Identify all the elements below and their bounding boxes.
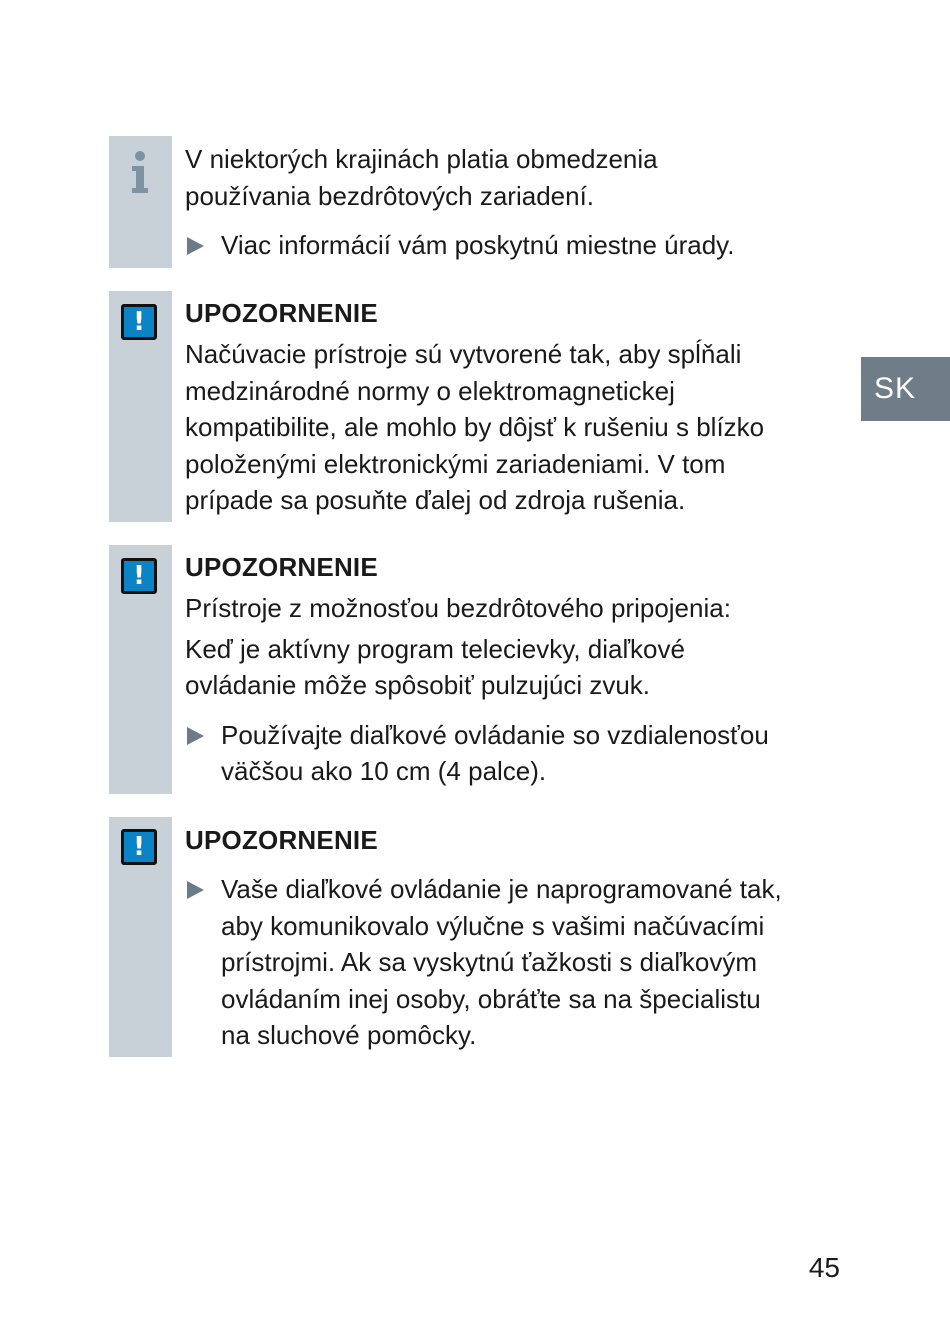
bullet-arrow-icon	[187, 727, 204, 745]
warning-heading: UPOZORNENIE	[185, 298, 378, 328]
warning-bullet-line: ovládaním inej osoby, obráťte sa na špecialistu	[221, 983, 761, 1014]
warning-note-sidebar	[109, 291, 172, 522]
warning-heading: UPOZORNENIE	[185, 825, 378, 855]
warning-bullet-line: prístrojmi. Ak sa vyskytnú ťažkosti s diaľkovým	[221, 947, 758, 977]
page-number: 45	[808, 1252, 840, 1283]
info-note-sidebar	[109, 136, 172, 268]
info-note-line: V niektorých krajinách platia obmedzenia	[185, 144, 658, 174]
warning-note-sidebar	[109, 817, 172, 1057]
warning-icon: !	[121, 304, 157, 340]
warning-line: položenými elektronickými zariadeniami. V tom	[185, 448, 726, 479]
warning-line: Načúvacie prístroje sú vytvorené tak, aby spĺňali	[185, 339, 742, 369]
warning-line: Prístroje z možnosťou bezdrôtového pripojenia:	[185, 593, 731, 623]
bullet-arrow-icon	[187, 881, 204, 899]
warning-bullet-line: na sluchové pomôcky.	[221, 1020, 477, 1050]
language-tab: SK	[861, 357, 950, 421]
warning-bullet-line: Vaše diaľkové ovládanie je naprogramované tak,	[221, 874, 782, 904]
warning-line: kompatibilite, ale mohlo by dôjsť k rušeniu s blízko	[185, 412, 765, 442]
warning-line: Keď je aktívny program telecievky, diaľkové	[185, 633, 685, 664]
warning-heading: UPOZORNENIE	[185, 552, 378, 582]
warning-bullet	[185, 871, 849, 1054]
bullet-arrow-icon	[187, 237, 204, 255]
info-note-content	[185, 141, 849, 264]
warning-line: medzinárodné normy o elektromagnetickej	[185, 375, 675, 406]
info-note-line: používania bezdrôtových zariadení.	[185, 180, 595, 211]
warning-note-2	[109, 545, 849, 794]
warning-icon: !	[121, 558, 157, 594]
warning-bullet-line: väčšou ako 10 cm (4 palce).	[221, 756, 547, 786]
warning-line: ovládanie môže spôsobiť pulzujúci zvuk.	[185, 670, 651, 700]
warning-bullet-line: aby komunikovalo výlučne s vašimi načúvacími	[221, 910, 765, 941]
warning-note-content	[185, 549, 849, 790]
warning-note-content	[185, 295, 849, 519]
warning-bullet-line: Používajte diaľkové ovládanie so vzdialenosťou	[221, 719, 769, 750]
info-note	[109, 136, 849, 268]
warning-note-content	[185, 822, 849, 1054]
warning-note-1	[109, 291, 849, 522]
info-note-bullet-text: Viac informácií vám poskytnú miestne úrady.	[221, 230, 735, 260]
warning-line: prípade sa posuňte ďalej od zdroja rušenia.	[185, 485, 686, 515]
info-icon	[129, 150, 151, 194]
info-note-bullet	[185, 227, 849, 264]
warning-note-3	[109, 817, 849, 1057]
warning-bullet	[185, 717, 849, 790]
warning-icon: !	[121, 829, 157, 865]
warning-note-sidebar	[109, 545, 172, 794]
